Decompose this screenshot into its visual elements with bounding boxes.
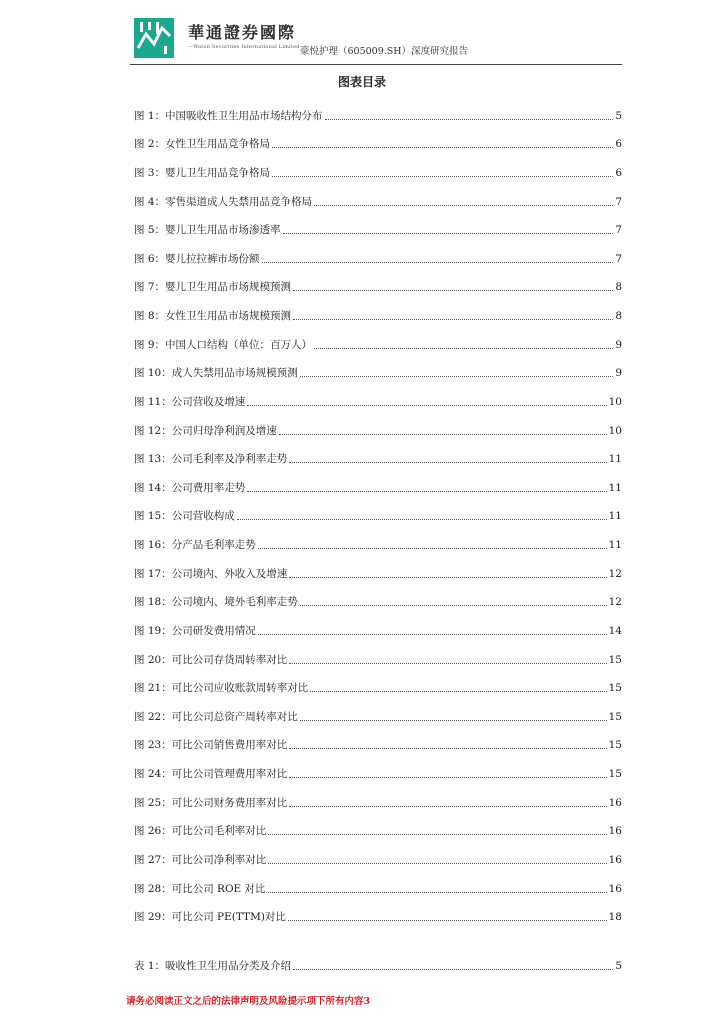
toc-entry[interactable] [134, 583, 622, 612]
toc-dot-leader [247, 491, 606, 492]
toc-dot-leader [247, 405, 606, 406]
toc-entry-page: 16 [608, 796, 622, 809]
toc-entry-page: 5 [615, 109, 622, 122]
toc-entry[interactable] [134, 497, 622, 526]
toc-dot-leader [289, 663, 606, 664]
toc-dot-leader [293, 969, 613, 970]
toc-entry-label: 图 28：可比公司 ROE 对比 [134, 882, 266, 895]
toc-entry[interactable] [134, 726, 622, 755]
toc-dot-leader [258, 634, 607, 635]
toc-entry-label: 图 16：分产品毛利率走势 [134, 539, 256, 551]
toc-entry[interactable] [134, 239, 622, 268]
toc-entry-label: 图 10：成人失禁用品市场规模预测 [134, 367, 298, 380]
toc-entry-label: 图 18：公司境内、境外毛利率走势 [134, 596, 298, 609]
toc-dot-leader [288, 920, 607, 921]
toc-entry-page: 15 [608, 653, 622, 666]
toc-entry-page: 11 [608, 481, 622, 494]
toc-dot-leader [237, 519, 607, 520]
toc-dot-leader [293, 319, 613, 320]
toc-entry-label: 图 20：可比公司存货周转率对比 [134, 653, 288, 666]
toc-entry-page: 11 [608, 510, 622, 523]
toc-entry-label: 图 23：可比公司销售费用率对比 [134, 739, 288, 752]
company-logo-icon [134, 18, 174, 58]
toc-entry-page: 5 [615, 959, 622, 972]
toc-entry-page: 7 [615, 252, 622, 265]
toc-entry[interactable] [134, 840, 622, 869]
toc-entry-label: 图 12：公司归母净利润及增速 [134, 424, 277, 437]
toc-entry-page: 12 [608, 567, 622, 580]
toc-entry-label: 图 14：公司费用率走势 [134, 481, 246, 494]
toc-dot-leader [300, 605, 607, 606]
table-list [134, 946, 622, 975]
toc-entry-label: 图 5：婴儿卫生用品市场渗透率 [134, 224, 281, 237]
toc-entry[interactable] [134, 382, 622, 411]
toc-dot-leader [300, 376, 614, 377]
toc-entry-label: 图 17：公司境内、外收入及增速 [134, 567, 288, 580]
toc-entry[interactable] [134, 96, 622, 125]
toc-dot-leader [289, 577, 606, 578]
toc-entry-label: 图 6：婴儿拉拉裤市场份额 [134, 252, 260, 265]
toc-entry-page: 11 [608, 539, 622, 551]
toc-dot-leader [268, 834, 606, 835]
toc-dot-leader [310, 691, 606, 692]
toc-entry[interactable] [134, 946, 622, 975]
toc-entry-page: 6 [615, 166, 622, 179]
toc-dot-leader [300, 720, 607, 721]
toc-entry[interactable] [134, 354, 622, 383]
company-name-en: —Waton Securities International Limited— [188, 44, 305, 50]
toc-entry-page: 18 [608, 911, 622, 924]
toc-dot-leader [314, 348, 613, 349]
toc-entry-label: 图 8：女性卫生用品市场规模预测 [134, 310, 292, 322]
toc-dot-leader [289, 777, 606, 778]
toc-entry-page: 16 [608, 882, 622, 895]
toc-entry[interactable] [134, 182, 622, 211]
toc-entry[interactable] [134, 611, 622, 640]
toc-dot-leader [272, 147, 613, 148]
header-divider [130, 64, 622, 65]
toc-entry-label: 图 7：婴儿卫生用品市场规模预测 [134, 281, 292, 294]
toc-entry[interactable] [134, 325, 622, 354]
toc-entry-label: 图 4：零售渠道成人失禁用品竞争格局 [134, 195, 313, 208]
toc-entry-page: 8 [615, 310, 622, 322]
toc-entry[interactable] [134, 554, 622, 583]
toc-entry[interactable] [134, 898, 622, 927]
toc-entry[interactable] [134, 153, 622, 182]
toc-entry-label: 图 21：可比公司应收账款周转率对比 [134, 682, 309, 695]
toc-entry-page: 6 [615, 138, 622, 151]
toc-entry[interactable] [134, 754, 622, 783]
toc-entry-label: 图 24：可比公司管理费用率对比 [134, 768, 288, 780]
toc-entry[interactable] [134, 869, 622, 898]
footer-disclaimer: 请务必阅读正文之后的法律声明及风险提示项下所有内容3 [125, 996, 371, 1007]
toc-entry-label: 图 26：可比公司毛利率对比 [134, 825, 267, 838]
toc-entry-label: 图 11：公司营收及增速 [134, 395, 246, 408]
toc-dot-leader [279, 434, 607, 435]
toc-entry-page: 16 [608, 825, 622, 838]
toc-entry-page: 10 [608, 395, 622, 408]
toc-dot-leader [258, 548, 607, 549]
toc-entry[interactable] [134, 440, 622, 469]
toc-dot-leader [289, 462, 606, 463]
toc-dot-leader [268, 892, 607, 893]
figure-list [134, 96, 622, 926]
toc-entry-label: 图 1：中国吸收性卫生用品市场结构分布 [134, 109, 323, 122]
toc-entry-label: 图 9：中国人口结构（单位：百万人） [134, 338, 313, 351]
toc-dot-leader [314, 205, 613, 206]
toc-entry[interactable] [134, 411, 622, 440]
toc-entry-page: 15 [608, 739, 622, 752]
toc-entry[interactable] [134, 125, 622, 154]
toc-dot-leader [268, 863, 606, 864]
toc-entry[interactable] [134, 268, 622, 297]
toc-entry-label: 图 25：可比公司财务费用率对比 [134, 796, 288, 809]
toc-entry-label: 表 1：吸收性卫生用品分类及介绍 [134, 959, 292, 972]
toc-entry-label: 图 29：可比公司 PE(TTM)对比 [134, 911, 286, 924]
toc-entry-label: 图 2：女性卫生用品竞争格局 [134, 138, 271, 151]
toc-entry-page: 7 [615, 224, 622, 237]
toc-entry[interactable] [134, 468, 622, 497]
toc-entry-page: 12 [608, 596, 622, 609]
toc-entry-label: 图 27：可比公司净利率对比 [134, 853, 267, 866]
toc-entry-page: 8 [615, 281, 622, 294]
toc-entry-label: 图 22：可比公司总资产周转率对比 [134, 710, 298, 723]
toc-dot-leader [262, 262, 614, 263]
toc-entry[interactable] [134, 211, 622, 240]
toc-entry-page: 14 [608, 624, 622, 637]
report-title: 豪悦护理（605009.SH）深度研究报告 [300, 46, 469, 57]
toc-entry-page: 15 [608, 710, 622, 723]
toc-entry-label: 图 3：婴儿卫生用品竞争格局 [134, 166, 271, 179]
toc-entry-page: 7 [615, 195, 622, 208]
toc-heading: 图表目录 [337, 75, 386, 89]
toc-entry[interactable] [134, 525, 622, 554]
toc-entry-page: 10 [608, 424, 622, 437]
page-header [130, 14, 620, 66]
toc-entry-label: 图 13：公司毛利率及净利率走势 [134, 453, 288, 466]
toc-entry-page: 9 [615, 338, 622, 351]
toc-entry[interactable] [134, 697, 622, 726]
toc-dot-leader [325, 119, 614, 120]
toc-entry-label: 图 19：公司研发费用情况 [134, 624, 256, 637]
toc-entry-page: 11 [608, 453, 622, 466]
company-name-cn: 華通證券國際 [188, 23, 297, 42]
toc-dot-leader [293, 290, 613, 291]
toc-entry-page: 15 [608, 682, 622, 695]
toc-entry[interactable] [134, 640, 622, 669]
toc-entry[interactable] [134, 783, 622, 812]
toc-dot-leader [289, 806, 606, 807]
toc-entry-label: 图 15：公司营收构成 [134, 510, 235, 523]
toc-entry[interactable] [134, 296, 622, 325]
toc-entry[interactable] [134, 812, 622, 841]
toc-dot-leader [283, 233, 614, 234]
toc-entry-page: 16 [608, 853, 622, 866]
toc-dot-leader [289, 748, 606, 749]
toc-entry-page: 9 [615, 367, 622, 380]
toc-dot-leader [272, 176, 613, 177]
toc-entry[interactable] [134, 669, 622, 698]
toc-entry-page: 15 [608, 768, 622, 780]
